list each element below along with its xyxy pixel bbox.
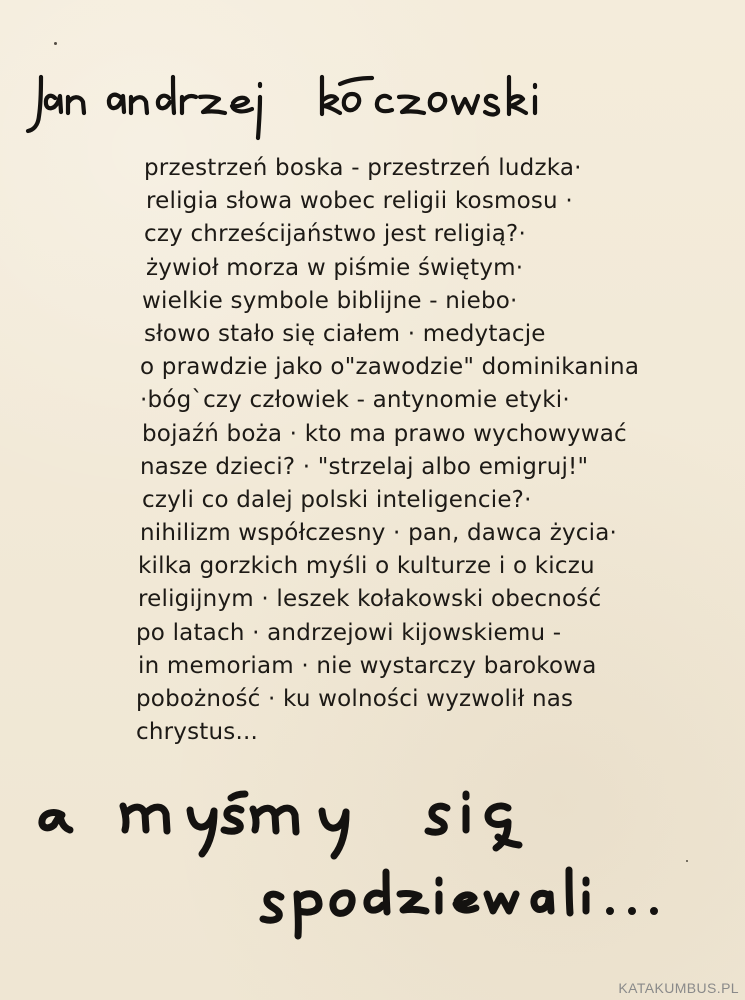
title-script-graphic (30, 790, 730, 960)
watermark-text: KATAKUMBUS.PL (618, 980, 739, 996)
contents-line-4: żywioł morza w piśmie świętym· (146, 254, 524, 281)
contents-line-14: religijnym · leszek kołakowski obecność (138, 586, 602, 613)
contents-line-7: o prawdzie jako o"zawodzie" dominikanina (140, 354, 640, 381)
contents-line-9: bojaźń boża · kto ma prawo wychowywać (142, 420, 627, 447)
contents-line-13: kilka gorzkich myśli o kulturze i o kiczu (138, 553, 595, 580)
table-of-contents-text (136, 152, 728, 749)
contents-line-6: słowo stało się ciałem · medytacje (144, 320, 546, 347)
contents-line-17: pobożność · ku wolności wyzwolił nas (136, 686, 574, 712)
contents-line-3: czy chrześcijaństwo jest religią?· (144, 221, 526, 248)
author-handwriting (28, 57, 718, 152)
contents-line-10: nasze dzieci? · "strzelaj albo emigruj!" (140, 453, 589, 480)
contents-line-11: czyli co dalej polski inteligencie?· (142, 486, 532, 513)
contents-line-18: chrystus... (136, 719, 258, 746)
author-script-graphic (28, 57, 718, 152)
contents-line-8: ·bóg`czy człowiek - antynomie etyki· (140, 387, 570, 414)
title-handwriting (30, 790, 730, 960)
contents-line-5: wielkie symbole biblijne - niebo· (142, 287, 518, 314)
contents-line-2: religia słowa wobec religii kosmosu · (146, 188, 573, 215)
contents-line-16: in memoriam · nie wystarczy barokowa (138, 652, 597, 679)
contents-line-1: przestrzeń boska - przestrzeń ludzka· (144, 155, 582, 181)
contents-line-15: po latach · andrzejowi kijowskiemu - (136, 619, 562, 646)
contents-line-12: nihilizm współczesny · pan, dawca życia· (140, 520, 618, 547)
ink-speck (54, 42, 57, 45)
